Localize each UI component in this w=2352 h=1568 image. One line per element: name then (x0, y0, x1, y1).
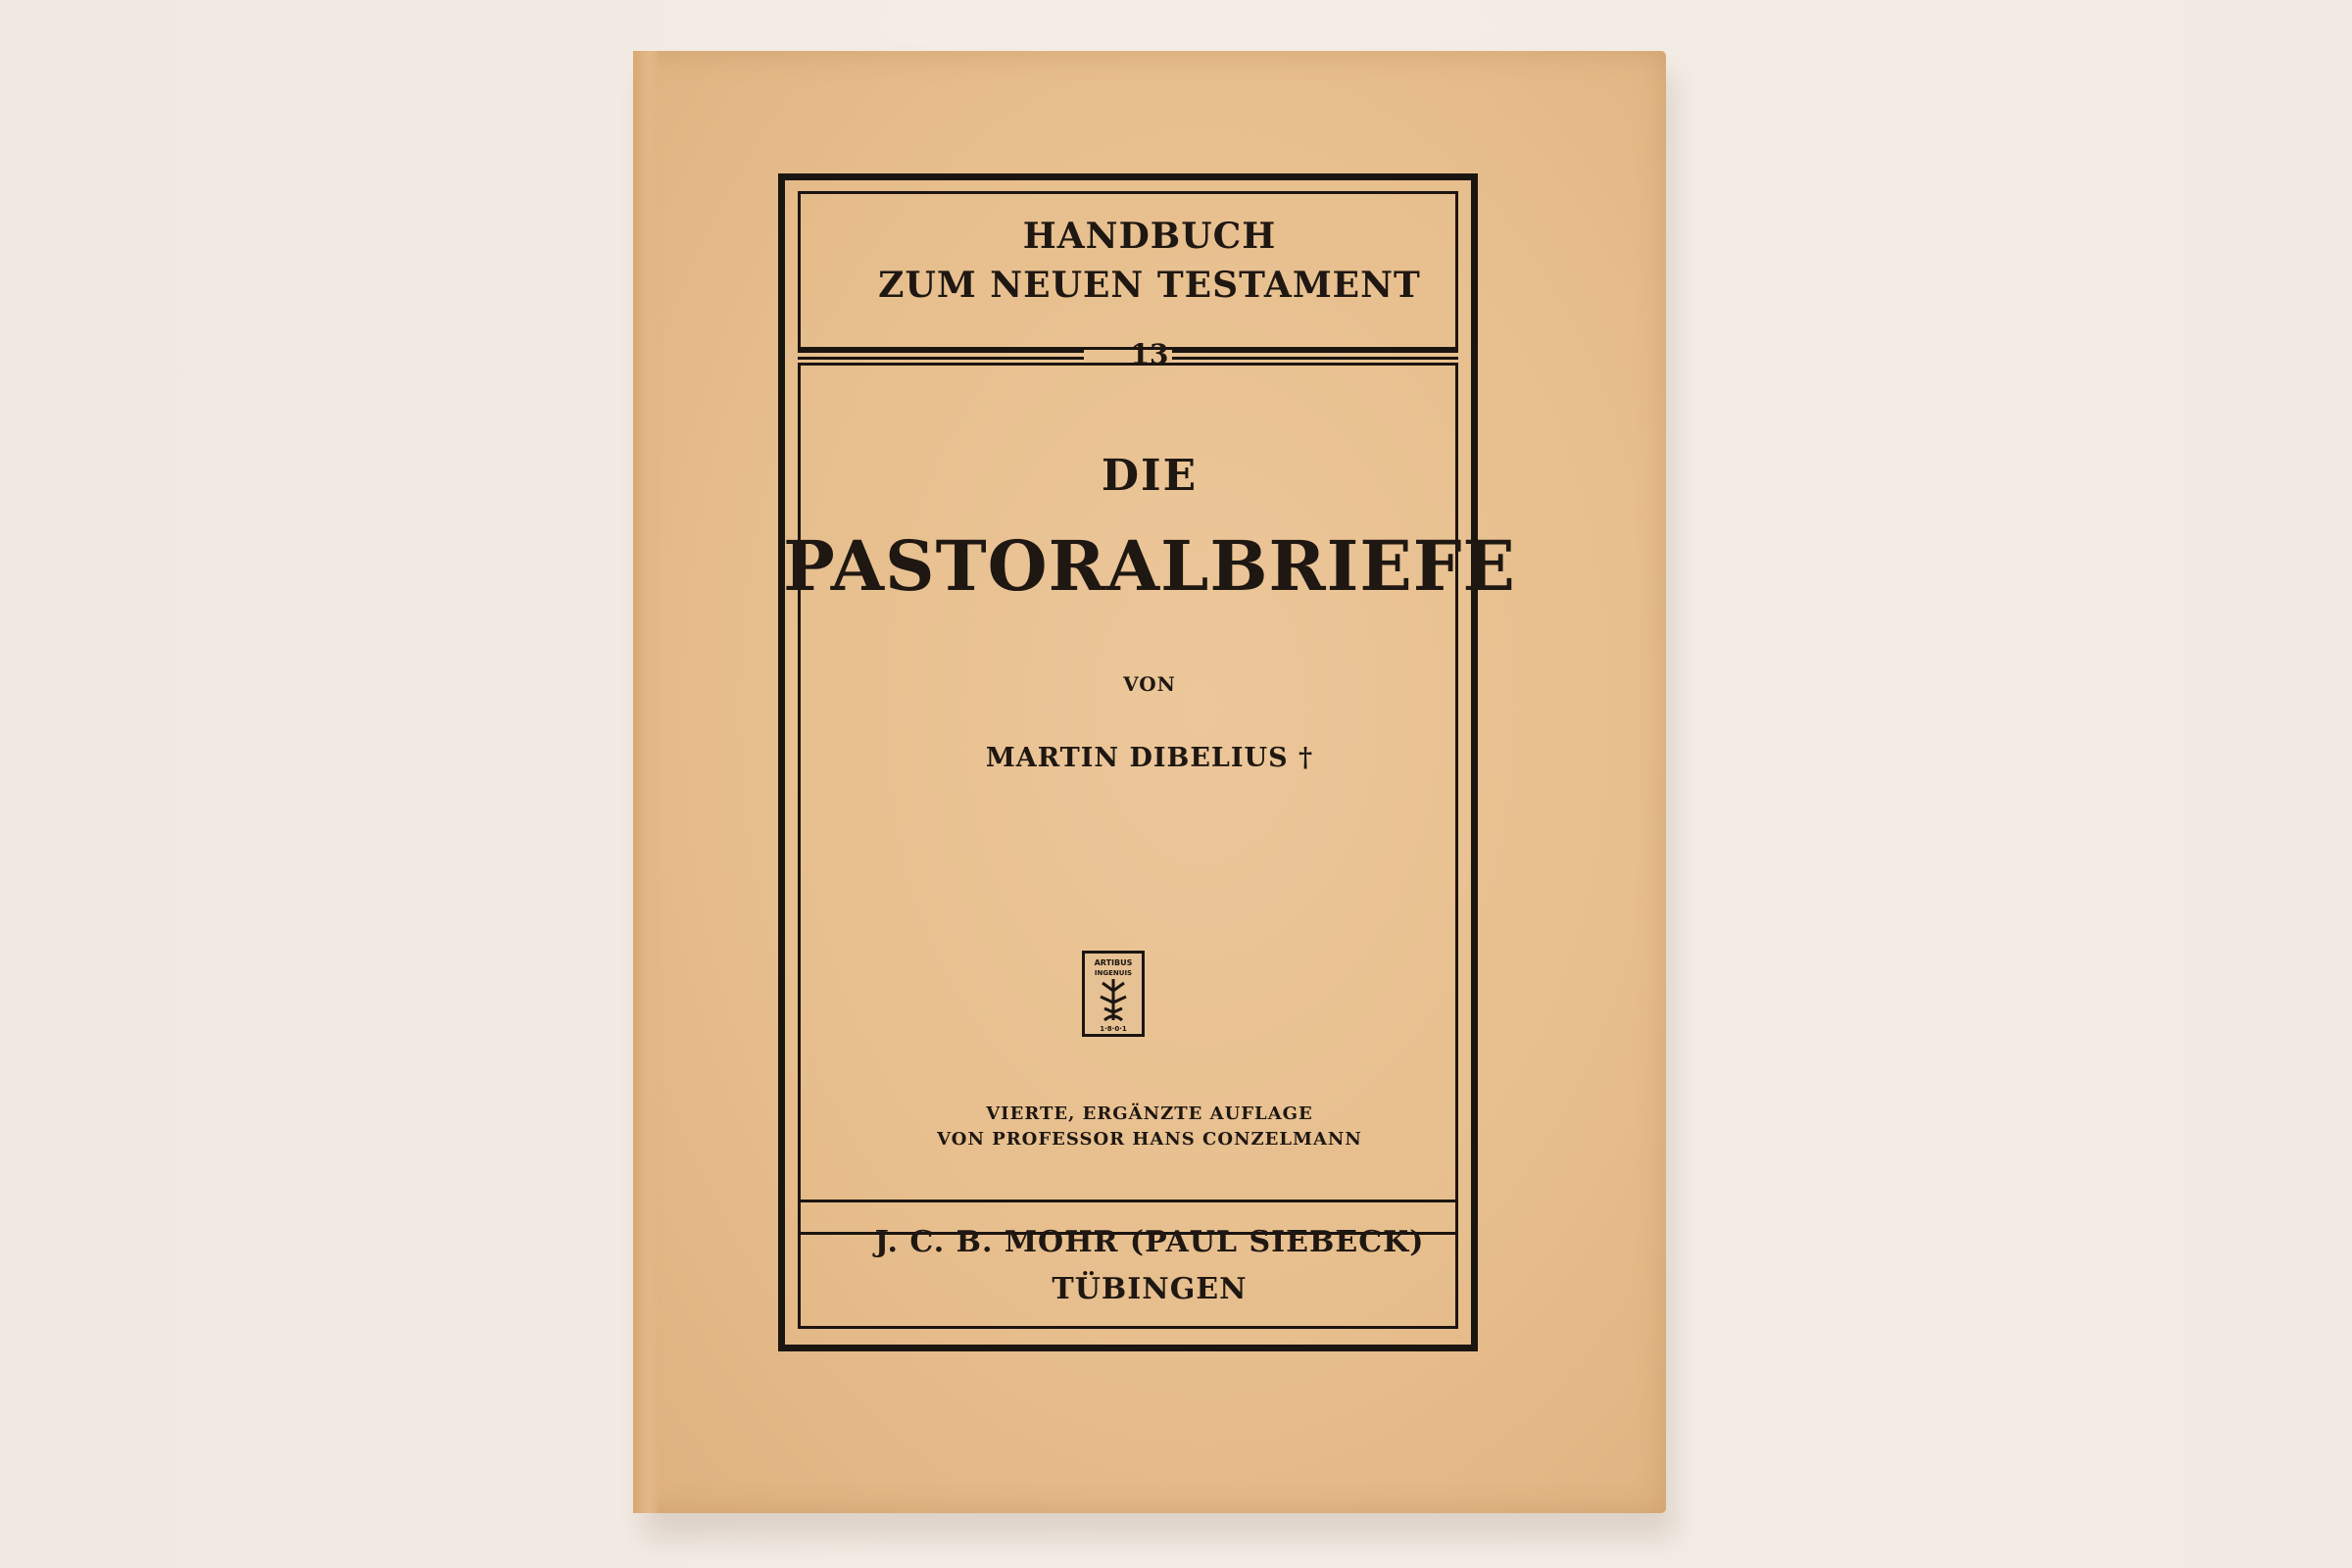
series-title-line1: HANDBUCH (1022, 216, 1277, 257)
edition-line2: VON PROFESSOR HANS CONZELMANN (937, 1129, 1362, 1150)
title-line1: DIE (1101, 451, 1199, 501)
edition-line1: VIERTE, ERGÄNZTE AUFLAGE (986, 1103, 1313, 1124)
series-title-line2: ZUM NEUEN TESTAMENT (878, 265, 1421, 306)
book-cover (633, 51, 1666, 1513)
tree-emblem-icon (1085, 954, 1142, 1034)
mark-text-1: ARTIBUS (1094, 958, 1133, 967)
title-line2: PASTORALBRIEFE (783, 525, 1516, 607)
mark-text-2: INGENUIS (1094, 969, 1133, 977)
volume-number: 13 (1130, 338, 1169, 370)
mark-text-4: 1·8·0·1 (1100, 1025, 1127, 1033)
publisher-name: J. C. B. MOHR (PAUL SIEBECK) (874, 1225, 1425, 1259)
by-label: VON (1123, 672, 1176, 696)
author-name: MARTIN DIBELIUS † (985, 743, 1314, 773)
publisher-mark-logo (1082, 951, 1145, 1037)
publisher-city: TÜBINGEN (1052, 1272, 1248, 1306)
publisher-box (798, 1200, 1458, 1329)
